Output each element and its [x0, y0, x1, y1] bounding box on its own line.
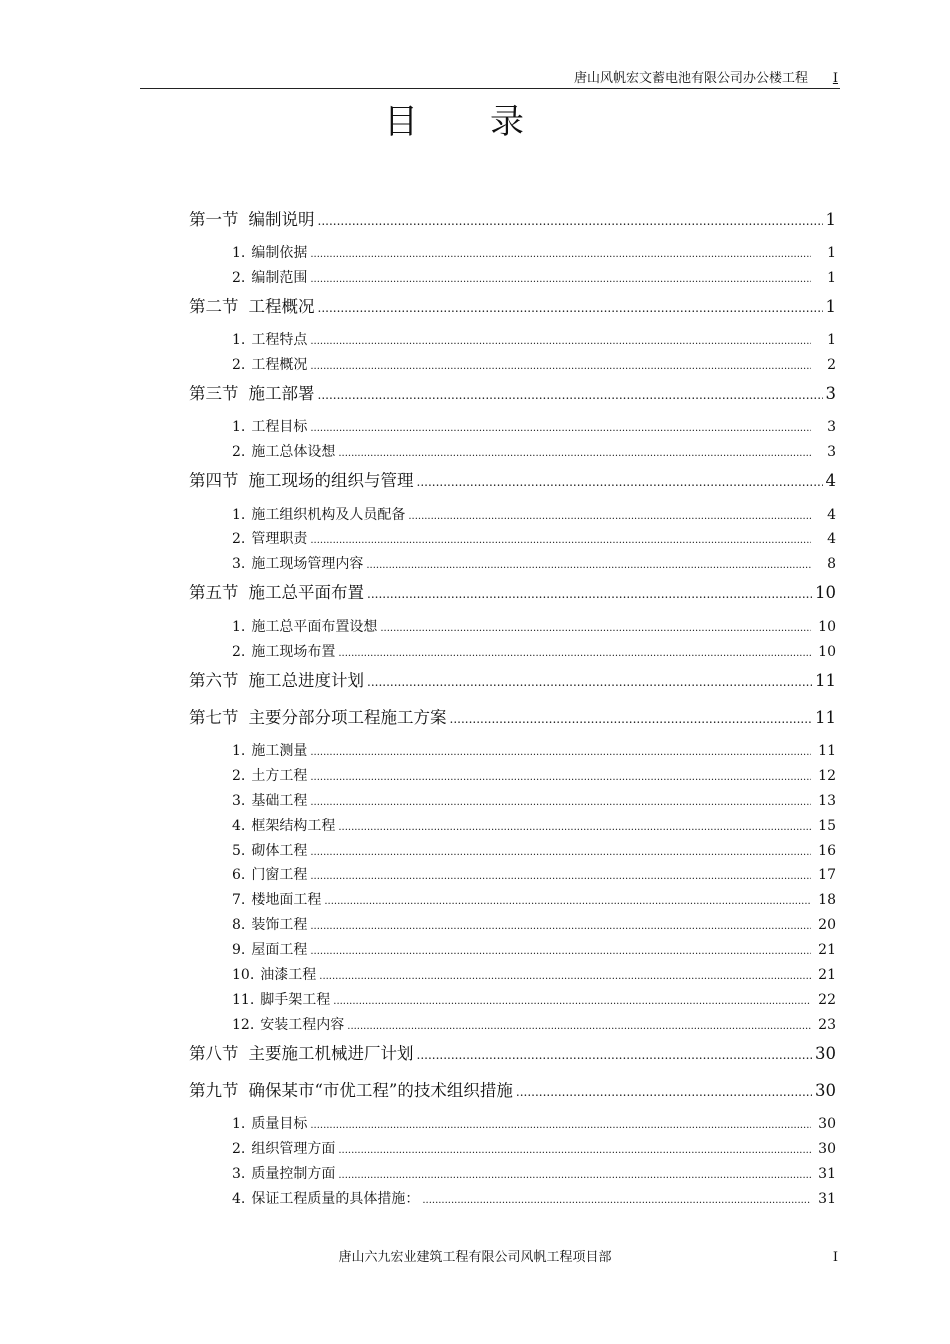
- toc-leader-dots: [310, 357, 811, 375]
- toc-leader-dots: [417, 1043, 813, 1066]
- toc-heading: 施工总体设想: [251, 444, 336, 460]
- toc-item: [232, 865, 836, 885]
- toc-leader-dots: [310, 942, 811, 960]
- toc-item: [232, 990, 836, 1010]
- toc-item: [232, 505, 836, 525]
- toc-section: [189, 469, 836, 493]
- header-title: 唐山风帆宏文蓄电池有限公司办公楼工程: [573, 71, 808, 86]
- toc-number: 1.: [232, 1116, 246, 1132]
- toc-leader-dots: [450, 707, 813, 730]
- toc-leader-dots: [366, 556, 811, 574]
- toc-number: 第三节: [189, 384, 239, 403]
- toc-page-number: 17: [818, 867, 836, 883]
- toc-page-number: 15: [818, 818, 836, 834]
- toc-page-number: 10: [818, 619, 836, 635]
- toc-heading: 编制说明: [248, 210, 315, 229]
- toc-section: [189, 208, 836, 232]
- toc-leader-dots: [310, 768, 811, 786]
- toc-leader-dots: [318, 296, 823, 319]
- toc-page-number: 1: [825, 210, 836, 229]
- toc-page-number: 3: [825, 384, 836, 403]
- toc-number: 2.: [232, 444, 246, 460]
- toc-page-number: 13: [818, 793, 836, 809]
- toc-page-number: 30: [815, 1081, 836, 1100]
- toc-number: 6.: [232, 867, 246, 883]
- toc-leader-dots: [310, 867, 811, 885]
- toc-page-number: 16: [818, 843, 836, 859]
- toc-page-number: 23: [818, 1017, 836, 1033]
- toc-heading: 安装工程内容: [260, 1017, 345, 1033]
- toc-heading: 装饰工程: [251, 917, 308, 933]
- toc-page-number: 1: [827, 245, 836, 261]
- toc-number: 4.: [232, 818, 246, 834]
- toc-item: [232, 442, 836, 462]
- toc-item: [232, 1114, 836, 1134]
- toc-heading: 施工总进度计划: [248, 671, 364, 690]
- page-title: 目录: [384, 102, 596, 142]
- toc-item: [232, 243, 836, 263]
- toc-item: [232, 766, 836, 786]
- toc-item: [232, 355, 836, 375]
- toc-item: [232, 841, 836, 861]
- toc-leader-dots: [338, 1166, 811, 1184]
- toc-section: [189, 382, 836, 406]
- toc-heading: 脚手架工程: [260, 992, 331, 1008]
- toc-heading: 施工部署: [248, 384, 315, 403]
- toc-number: 9.: [232, 942, 246, 958]
- toc-leader-dots: [408, 507, 811, 525]
- toc-number: 第八节: [189, 1044, 239, 1063]
- toc-heading: 主要分部分项工程施工方案: [248, 708, 447, 727]
- toc-heading: 门窗工程: [251, 867, 308, 883]
- toc-heading: 施工现场管理内容: [251, 556, 364, 572]
- toc-leader-dots: [367, 582, 812, 605]
- toc-leader-dots: [324, 892, 811, 910]
- toc-item: [232, 330, 836, 350]
- footer-page-number: I: [832, 1250, 838, 1265]
- toc-item: [232, 1189, 836, 1209]
- toc-item: [232, 554, 836, 574]
- toc-leader-dots: [338, 818, 811, 836]
- toc-leader-dots: [310, 917, 811, 935]
- toc-number: 11.: [232, 992, 255, 1008]
- toc-item: [232, 642, 836, 662]
- toc-page-number: 10: [815, 583, 836, 602]
- toc-number: 第五节: [189, 583, 239, 602]
- toc-heading: 工程特点: [251, 332, 308, 348]
- toc-leader-dots: [422, 1191, 811, 1209]
- toc-number: 2.: [232, 531, 246, 547]
- toc-item: [232, 940, 836, 960]
- toc-heading: 屋面工程: [251, 942, 308, 958]
- toc-leader-dots: [310, 843, 811, 861]
- toc-heading: 砌体工程: [251, 843, 308, 859]
- toc-number: 第一节: [189, 210, 239, 229]
- toc-page-number: 10: [818, 644, 836, 660]
- toc-page-number: 4: [827, 507, 836, 523]
- toc-heading: 质量控制方面: [251, 1166, 336, 1182]
- toc-leader-dots: [310, 531, 811, 549]
- toc-heading: 施工测量: [251, 743, 308, 759]
- toc-heading: 楼地面工程: [251, 892, 322, 908]
- toc-page-number: 30: [815, 1044, 836, 1063]
- toc-heading: 油漆工程: [260, 967, 317, 983]
- toc-number: 1.: [232, 419, 246, 435]
- toc-item: [232, 1164, 836, 1184]
- toc-page-number: 22: [818, 992, 836, 1008]
- toc-section: [189, 1079, 836, 1103]
- toc-leader-dots: [347, 1017, 811, 1035]
- toc-page-number: 31: [818, 1166, 836, 1182]
- toc-heading: 工程概况: [248, 297, 315, 316]
- toc-heading: 框架结构工程: [251, 818, 336, 834]
- toc-item: [232, 791, 836, 811]
- toc-item: [232, 915, 836, 935]
- toc-number: 第七节: [189, 708, 239, 727]
- toc-number: 7.: [232, 892, 246, 908]
- toc-page-number: 3: [827, 419, 836, 435]
- toc-item: [232, 741, 836, 761]
- toc-number: 1.: [232, 743, 246, 759]
- toc-heading: 管理职责: [251, 531, 308, 547]
- toc-number: 1.: [232, 507, 246, 523]
- toc-number: 1.: [232, 332, 246, 348]
- page-footer: [0, 1248, 950, 1268]
- toc-heading: 组织管理方面: [251, 1141, 336, 1157]
- toc-number: 2.: [232, 768, 246, 784]
- footer-company: 唐山六九宏业建筑工程有限公司风帆工程项目部: [338, 1250, 612, 1265]
- toc-page-number: 4: [825, 471, 836, 490]
- toc-leader-dots: [318, 209, 823, 232]
- toc-heading: 编制依据: [251, 245, 308, 261]
- toc-section: [189, 1042, 836, 1066]
- toc-item: [232, 1015, 836, 1035]
- toc-number: 第四节: [189, 471, 239, 490]
- toc-number: 第九节: [189, 1081, 239, 1100]
- toc-page-number: 11: [815, 671, 836, 690]
- toc-page-number: 21: [818, 942, 836, 958]
- toc-leader-dots: [310, 793, 811, 811]
- toc-section: [189, 706, 836, 730]
- toc-section: [189, 295, 836, 319]
- toc-page-number: 20: [818, 917, 836, 933]
- toc-item: [232, 268, 836, 288]
- toc-page-number: 3: [827, 444, 836, 460]
- toc-number: 2.: [232, 644, 246, 660]
- toc-page-number: 8: [827, 556, 836, 572]
- toc-leader-dots: [310, 245, 811, 263]
- toc-number: 12.: [232, 1017, 255, 1033]
- toc-number: 第二节: [189, 297, 239, 316]
- toc-heading: 基础工程: [251, 793, 308, 809]
- toc-section: [189, 669, 836, 693]
- toc-leader-dots: [338, 644, 811, 662]
- header-page-number: I: [832, 71, 838, 86]
- toc-number: 1.: [232, 619, 246, 635]
- toc-item: [232, 1139, 836, 1159]
- toc-number: 4.: [232, 1191, 246, 1207]
- toc-heading: 保证工程质量的具体措施：: [251, 1191, 420, 1207]
- toc-heading: 施工现场的组织与管理: [248, 471, 414, 490]
- toc-leader-dots: [367, 670, 812, 693]
- toc-leader-dots: [310, 743, 811, 761]
- toc-item: [232, 890, 836, 910]
- toc-heading: 确保某市“市优工程”的技术组织措施: [248, 1081, 513, 1100]
- toc-leader-dots: [310, 270, 811, 288]
- toc-page-number: 1: [825, 297, 836, 316]
- toc-page-number: 11: [815, 708, 836, 727]
- toc-heading: 质量目标: [251, 1116, 308, 1132]
- toc-page-number: 18: [818, 892, 836, 908]
- toc-number: 1.: [232, 245, 246, 261]
- toc-leader-dots: [338, 444, 811, 462]
- toc-number: 3.: [232, 793, 246, 809]
- toc-heading: 施工总平面布置: [248, 583, 364, 602]
- toc-heading: 工程目标: [251, 419, 308, 435]
- toc-number: 第六节: [189, 671, 239, 690]
- toc-number: 10.: [232, 967, 255, 983]
- toc-page-number: 11: [818, 743, 836, 759]
- toc-heading: 编制范围: [251, 270, 308, 286]
- toc-number: 5.: [232, 843, 246, 859]
- toc-number: 8.: [232, 917, 246, 933]
- toc-leader-dots: [516, 1080, 812, 1103]
- toc-leader-dots: [318, 383, 823, 406]
- toc-leader-dots: [310, 332, 811, 350]
- toc-page-number: 2: [827, 357, 836, 373]
- toc-heading: 土方工程: [251, 768, 308, 784]
- toc-page-number: 30: [818, 1141, 836, 1157]
- toc-leader-dots: [310, 419, 811, 437]
- toc-item: [232, 617, 836, 637]
- toc-number: 3.: [232, 556, 246, 572]
- toc-page-number: 30: [818, 1116, 836, 1132]
- toc-item: [232, 965, 836, 985]
- toc-heading: 施工现场布置: [251, 644, 336, 660]
- toc-item: [232, 816, 836, 836]
- toc-item: [232, 529, 836, 549]
- toc-heading: 主要施工机械进厂计划: [248, 1044, 414, 1063]
- toc-page-number: 4: [827, 531, 836, 547]
- toc-page-number: 31: [818, 1191, 836, 1207]
- toc-leader-dots: [319, 967, 811, 985]
- toc-heading: 施工组织机构及人员配备: [251, 507, 406, 523]
- toc-leader-dots: [380, 619, 811, 637]
- toc-page-number: 12: [818, 768, 836, 784]
- toc-leader-dots: [310, 1116, 811, 1134]
- toc-page-number: 21: [818, 967, 836, 983]
- toc-leader-dots: [333, 992, 811, 1010]
- toc-item: [232, 417, 836, 437]
- toc-leader-dots: [338, 1141, 811, 1159]
- toc-leader-dots: [417, 470, 823, 493]
- toc-page-number: 1: [827, 332, 836, 348]
- toc-number: 2.: [232, 1141, 246, 1157]
- toc-number: 2.: [232, 357, 246, 373]
- toc-heading: 施工总平面布置设想: [251, 619, 378, 635]
- toc-section: [189, 581, 836, 605]
- toc-heading: 工程概况: [251, 357, 308, 373]
- toc-page-number: 1: [827, 270, 836, 286]
- toc-number: 3.: [232, 1166, 246, 1182]
- toc-number: 2.: [232, 270, 246, 286]
